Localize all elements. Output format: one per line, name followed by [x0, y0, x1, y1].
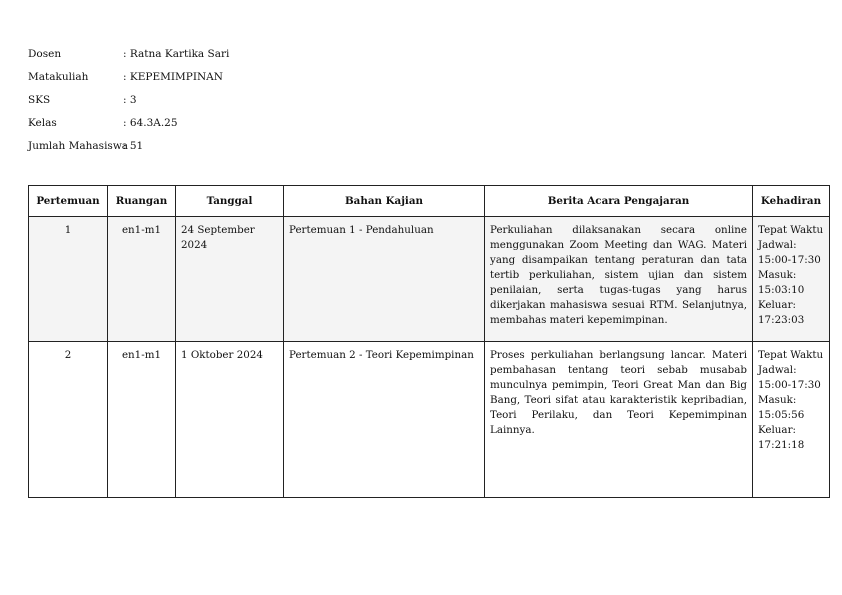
info-label: Matakuliah — [28, 71, 89, 83]
attendance-in-label: Masuk: — [758, 269, 797, 281]
info-label: Dosen — [28, 48, 62, 60]
info-value: : Ratna Kartika Sari — [123, 48, 230, 60]
cell-berita-acara: Proses perkuliahan berlangsung lancar. Materi pembahasan tentang teori sebab musabab munculnya pemimpin, Teori Great Man dan Big Bang, Teori sifat atau karakteristik kepribadian, Teori Perilaku, dan Teori Kepemimpinan Lainnya. — [485, 342, 753, 498]
attendance-out-value: 17:21:18 — [758, 439, 805, 451]
header-kehadiran: Kehadiran — [753, 186, 830, 217]
info-row-sks — [28, 92, 229, 115]
cell-tanggal: 24 September 2024 — [176, 217, 284, 342]
info-row-dosen — [28, 46, 229, 69]
header-pertemuan: Pertemuan — [29, 186, 108, 217]
attendance-out-label: Keluar: — [758, 424, 796, 436]
attendance-schedule-label: Jadwal: — [758, 239, 797, 251]
info-value: : 3 — [123, 94, 137, 106]
info-value: : KEPEMIMPINAN — [123, 71, 223, 83]
teaching-report-table — [28, 185, 830, 498]
cell-ruangan: en1-m1 — [108, 217, 176, 342]
cell-pertemuan: 1 — [29, 217, 108, 342]
info-label: Kelas — [28, 117, 57, 129]
attendance-schedule-value: 15:00-17:30 — [758, 254, 821, 266]
attendance-schedule-value: 15:00-17:30 — [758, 379, 821, 391]
attendance-status: Tepat Waktu — [758, 224, 824, 236]
table-header-row — [29, 186, 830, 217]
attendance-in-value: 15:05:56 — [758, 409, 805, 421]
attendance-out-value: 17:23:03 — [758, 314, 805, 326]
info-value: : 51 — [123, 140, 144, 152]
info-row-kelas — [28, 115, 229, 138]
info-value: : 64.3A.25 — [123, 117, 178, 129]
info-label: Jumlah Mahasiswa — [28, 140, 129, 152]
attendance-schedule-label: Jadwal: — [758, 364, 797, 376]
cell-tanggal: 1 Oktober 2024 — [176, 342, 284, 498]
attendance-in-label: Masuk: — [758, 394, 797, 406]
course-info — [28, 46, 229, 161]
info-row-matakuliah — [28, 69, 229, 92]
header-tanggal: Tanggal — [176, 186, 284, 217]
cell-bahan-kajian: Pertemuan 2 - Teori Kepemimpinan — [284, 342, 485, 498]
attendance-status: Tepat Waktu — [758, 349, 824, 361]
cell-kehadiran — [753, 342, 830, 498]
info-row-jumlah-mahasiswa — [28, 138, 229, 161]
header-berita-acara: Berita Acara Pengajaran — [485, 186, 753, 217]
table-row — [29, 217, 830, 342]
header-ruangan: Ruangan — [108, 186, 176, 217]
cell-pertemuan: 2 — [29, 342, 108, 498]
cell-kehadiran — [753, 217, 830, 342]
attendance-in-value: 15:03:10 — [758, 284, 805, 296]
header-bahan-kajian: Bahan Kajian — [284, 186, 485, 217]
attendance-out-label: Keluar: — [758, 299, 796, 311]
cell-bahan-kajian: Pertemuan 1 - Pendahuluan — [284, 217, 485, 342]
cell-ruangan: en1-m1 — [108, 342, 176, 498]
info-label: SKS — [28, 94, 51, 106]
table-row — [29, 342, 830, 498]
cell-berita-acara: Perkuliahan dilaksanakan secara online menggunakan Zoom Meeting dan WAG. Materi yang disampaikan tentang peraturan dan tata tertib perkuliahan, sistem ujian dan sistem penilaian, serta tugas-tugas yang harus dikerjakan mahasiswa sesuai RTM. Selanjutnya, membahas materi kepemimpinan. — [485, 217, 753, 342]
